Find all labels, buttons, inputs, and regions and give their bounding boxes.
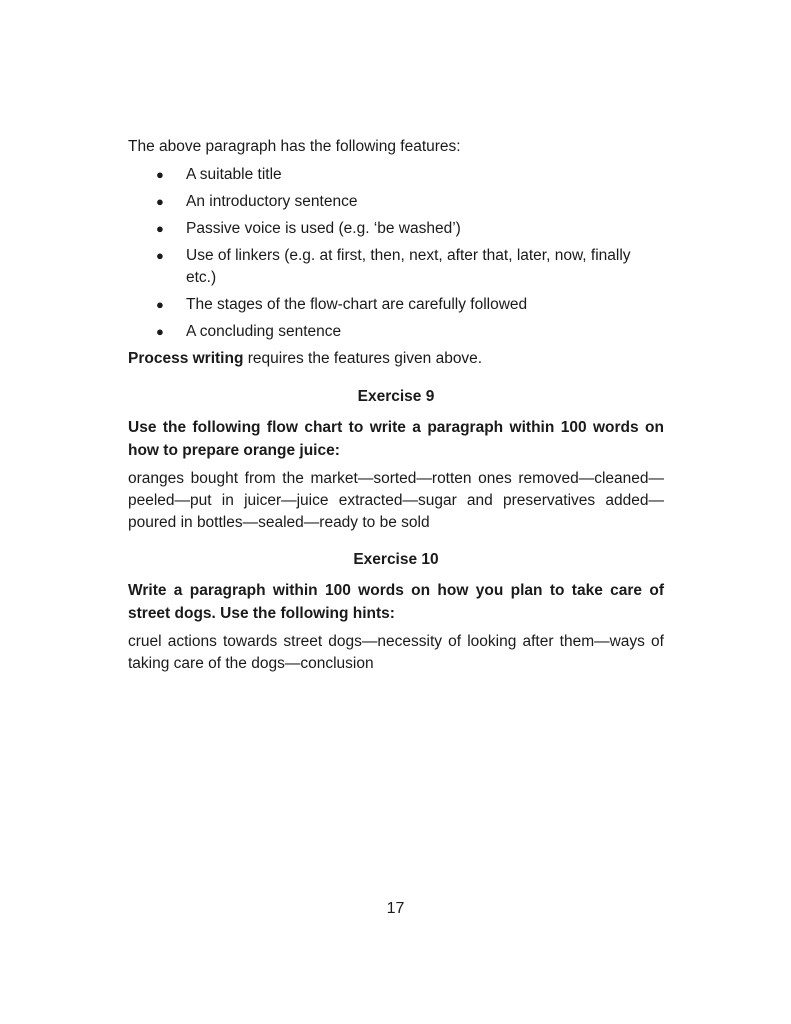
exercise-hints: cruel actions towards street dogs—necessity of looking after them—ways of taking care of the dogs—conclusion: [128, 633, 664, 672]
features-list: [128, 164, 664, 343]
exercise-9: [128, 386, 664, 534]
exercise-prompt: Write a paragraph within 100 words on how you plan to take care of street dogs. Use the following hints:: [128, 582, 664, 622]
feature-text: An introductory sentence: [186, 193, 358, 210]
list-item: [128, 245, 664, 289]
feature-text: A suitable title: [186, 166, 282, 183]
bullet-icon: ●: [156, 221, 164, 236]
list-item: [128, 191, 664, 213]
bullet-icon: ●: [156, 167, 164, 182]
bullet-icon: ●: [156, 324, 164, 339]
process-writing-rest: requires the features given above.: [243, 350, 483, 367]
bullet-icon: ●: [156, 297, 164, 312]
list-item: [128, 321, 664, 343]
exercise-title: Exercise 10: [353, 551, 439, 568]
process-writing-note: [128, 348, 664, 370]
feature-text: Use of linkers (e.g. at first, then, next, after that, later, now, finally etc.): [186, 247, 631, 286]
exercise-hints: oranges bought from the market—sorted—rotten ones removed—cleaned—peeled—put in juicer—juice extracted—sugar and preservatives added—poured in bottles—sealed—ready to be sold: [128, 470, 664, 531]
features-intro: The above paragraph has the following features:: [128, 138, 461, 155]
process-writing-term: Process writing: [128, 350, 244, 367]
list-item: [128, 218, 664, 240]
bullet-icon: ●: [156, 248, 164, 263]
feature-text: A concluding sentence: [186, 323, 342, 340]
feature-text: Passive voice is used (e.g. ‘be washed’): [186, 220, 461, 237]
exercise-10: [128, 549, 664, 675]
bullet-icon: ●: [156, 194, 164, 209]
exercise-title: Exercise 9: [357, 388, 435, 405]
page-number: 17: [386, 900, 405, 917]
list-item: [128, 294, 664, 316]
feature-text: The stages of the flow-chart are carefully followed: [186, 296, 528, 313]
page-content: [128, 136, 664, 675]
list-item: [128, 164, 664, 186]
exercise-prompt: Use the following flow chart to write a paragraph within 100 words on how to prepare orange juice:: [128, 419, 664, 459]
